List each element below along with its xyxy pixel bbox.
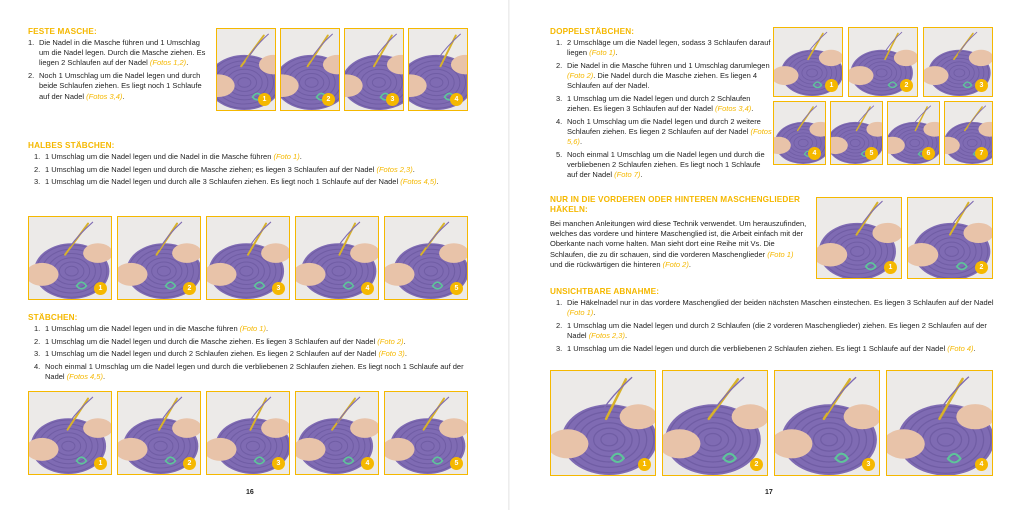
- photo-doppelstaebchen: [830, 101, 883, 165]
- photo-number-badge: 6: [922, 147, 935, 160]
- photo-number-badge: 3: [975, 79, 988, 92]
- photo-feste-masche: [216, 28, 276, 111]
- photo-number-badge: 2: [975, 261, 988, 274]
- photo-doppelstaebchen: [944, 101, 993, 165]
- right-page: [510, 0, 1020, 510]
- photo-unsichtbare-abnahme: [550, 370, 656, 476]
- section-title: UNSICHTBARE ABNAHME:: [550, 287, 660, 296]
- section-title: FESTE MASCHE:: [28, 27, 97, 36]
- photo-number-badge: 2: [183, 457, 196, 470]
- photo-number-badge: 2: [322, 93, 335, 106]
- step-list: [550, 298, 996, 354]
- page-number: 17: [765, 489, 773, 496]
- photo-number-badge: 4: [361, 457, 374, 470]
- step-item: 3. 1 Umschlag um die Nadel legen und durch 2 Schlaufen ziehen. Es liegen 2 Schlaufen auf der Nadel (Foto 3).: [34, 349, 407, 359]
- photo-number-badge: 3: [272, 457, 285, 470]
- photo-unsichtbare-abnahme: [886, 370, 993, 476]
- section-unsichtbare-abnahme: [550, 287, 996, 357]
- step-item: 2. 1 Umschlag um die Nadel legen und durch die Masche ziehen. Es liegen 3 Schlaufen auf der Nadel (Foto 2).: [34, 336, 406, 346]
- photo-number-badge: 1: [884, 261, 897, 274]
- section-title: DOPPELSTÄBCHEN:: [550, 27, 635, 36]
- photo-feste-masche: [344, 28, 404, 111]
- photo-number-badge: 1: [94, 282, 107, 295]
- step-item: 5. Noch einmal 1 Umschlag um die Nadel legen und durch die verbliebenen 2 Schlaufen ziehen. Es liegt noch 1 Schlaufe auf der Nadel (Foto 7).: [556, 150, 765, 180]
- photo-staebchen: [206, 391, 290, 475]
- photo-halbes-staebchen: [28, 216, 112, 300]
- photo-number-badge: 1: [94, 457, 107, 470]
- photo-number-badge: 2: [183, 282, 196, 295]
- step-item: 4. Noch einmal 1 Umschlag um die Nadel legen und durch die verbliebenen 2 Schlaufen ziehen. Es liegt noch 1 Schlaufe auf der Nadel (Fotos 4,5).: [34, 362, 464, 382]
- photo-doppelstaebchen: [773, 27, 843, 97]
- photo-doppelstaebchen: [773, 101, 826, 165]
- section-staebchen: [28, 313, 478, 385]
- photo-halbes-staebchen: [295, 216, 379, 300]
- photo-feste-masche: [408, 28, 468, 111]
- step-item: 1. Die Nadel in die Masche führen und 1 Umschlag um die Nadel legen. Durch die Masche ziehen. Es liegen 2 Schlaufen auf der Nadel (Fotos 1,2).: [28, 38, 206, 68]
- photo-number-badge: 4: [450, 93, 463, 106]
- photo-vordere-hintere: [907, 197, 993, 279]
- photo-halbes-staebchen: [206, 216, 290, 300]
- step-item: 3. 1 Umschlag um die Nadel legen und durch alle 3 Schlaufen ziehen. Es liegt noch 1 Schlaufe auf der Nadel (Fotos 4,5).: [34, 177, 439, 187]
- step-item: 2. Noch 1 Umschlag um die Nadel legen und durch beide Schlaufen ziehen. Es liegt noch 1 Schlaufe auf der Nadel (Fotos 3,4).: [28, 71, 202, 101]
- photo-number-badge: 2: [750, 458, 763, 471]
- section-title: STÄBCHEN:: [28, 313, 78, 322]
- photo-staebchen: [295, 391, 379, 475]
- photo-staebchen: [384, 391, 468, 475]
- page-number: 16: [246, 489, 254, 496]
- photo-number-badge: 4: [975, 458, 988, 471]
- photo-number-badge: 3: [386, 93, 399, 106]
- photo-number-badge: 2: [900, 79, 913, 92]
- section-feste-masche: [28, 27, 208, 104]
- section-halbes-staebchen: [28, 141, 478, 190]
- photo-number-badge: 5: [450, 457, 463, 470]
- photo-number-badge: 7: [975, 147, 988, 160]
- section-text: Bei manchen Anleitungen wird diese Technik verwendet. Um herauszufinden, welches das vordere und hintere Maschenglied ist, die Arbeit einfach mit der Oberkante nach vorne halten. Man sieht dort eine Reihe mit Vs. Die Schlaufen, die zu dir schauen, sind die vorderen Maschenglieder (Foto 1) und die rückwärtigen die hinteren (Foto 2).: [550, 219, 807, 269]
- photo-doppelstaebchen: [848, 27, 918, 97]
- step-item: 3. 1 Umschlag um die Nadel legen und durch 2 Schlaufen ziehen. Es liegen 3 Schlaufen auf der Nadel (Fotos 3,4).: [556, 94, 754, 114]
- section-title: HALBES STÄBCHEN:: [28, 141, 115, 150]
- step-item: 3. 1 Umschlag um die Nadel legen und durch die verbliebenen 2 Schlaufen ziehen. Es liegt 1 Schlaufe auf der Nadel (Foto 4).: [556, 343, 976, 353]
- step-item: 1. 2 Umschläge um die Nadel legen, sodass 3 Schlaufen darauf liegen (Foto 1).: [556, 38, 771, 58]
- section-vordere-hintere: [550, 195, 808, 270]
- photo-staebchen: [28, 391, 112, 475]
- step-item: 2. Die Nadel in die Masche führen und 1 Umschlag darumlegen (Foto 2). Die Nadel durch die Masche ziehen. Es liegen 4 Schlaufen auf der Nadel.: [556, 60, 770, 91]
- photo-number-badge: 5: [865, 147, 878, 160]
- step-item: 4. Noch 1 Umschlag um die Nadel legen und durch 2 weitere Schlaufen ziehen. Es liegen 2 Schlaufen auf der Nadel (Fotos 5,6).: [556, 116, 772, 147]
- photo-number-badge: 4: [808, 147, 821, 160]
- section-title: NUR IN DIE VORDEREN ODER HINTEREN MASCHENGLIEDER HÄKELN:: [550, 195, 801, 214]
- photo-number-badge: 1: [258, 93, 271, 106]
- step-item: 1. Die Häkelnadel nur in das vordere Maschenglied der beiden nächsten Maschen einstechen. Es liegen 3 Schlaufen auf der Nadel (Foto 1).: [556, 298, 994, 318]
- step-list: [28, 38, 208, 102]
- photo-vordere-hintere: [816, 197, 902, 279]
- photo-doppelstaebchen: [887, 101, 940, 165]
- photo-unsichtbare-abnahme: [774, 370, 880, 476]
- photo-feste-masche: [280, 28, 340, 111]
- photo-number-badge: 1: [825, 79, 838, 92]
- step-item: 2. 1 Umschlag um die Nadel legen und durch die Masche ziehen; es liegen 3 Schlaufen auf der Nadel (Fotos 2,3).: [34, 164, 415, 174]
- photo-number-badge: 3: [862, 458, 875, 471]
- photo-number-badge: 4: [361, 282, 374, 295]
- photo-number-badge: 3: [272, 282, 285, 295]
- step-list: [28, 324, 478, 383]
- step-item: 2. 1 Umschlag um die Nadel legen und durch 2 Schlaufen (die 2 vorderen Maschenglieder) ziehen. Es liegen 2 Schlaufen auf der Nadel (Fotos 2,3).: [556, 320, 987, 341]
- photo-staebchen: [117, 391, 201, 475]
- section-doppelstaebchen: [550, 27, 772, 183]
- step-item: 1. 1 Umschlag um die Nadel legen und die Nadel in die Masche führen (Foto 1).: [34, 152, 302, 161]
- photo-unsichtbare-abnahme: [662, 370, 768, 476]
- step-item: 1. 1 Umschlag um die Nadel legen und in die Masche führen (Foto 1).: [34, 324, 269, 333]
- step-list: [28, 152, 478, 188]
- step-list: [550, 38, 772, 181]
- photo-number-badge: 5: [450, 282, 463, 295]
- photo-halbes-staebchen: [384, 216, 468, 300]
- photo-doppelstaebchen: [923, 27, 993, 97]
- photo-number-badge: 1: [638, 458, 651, 471]
- photo-halbes-staebchen: [117, 216, 201, 300]
